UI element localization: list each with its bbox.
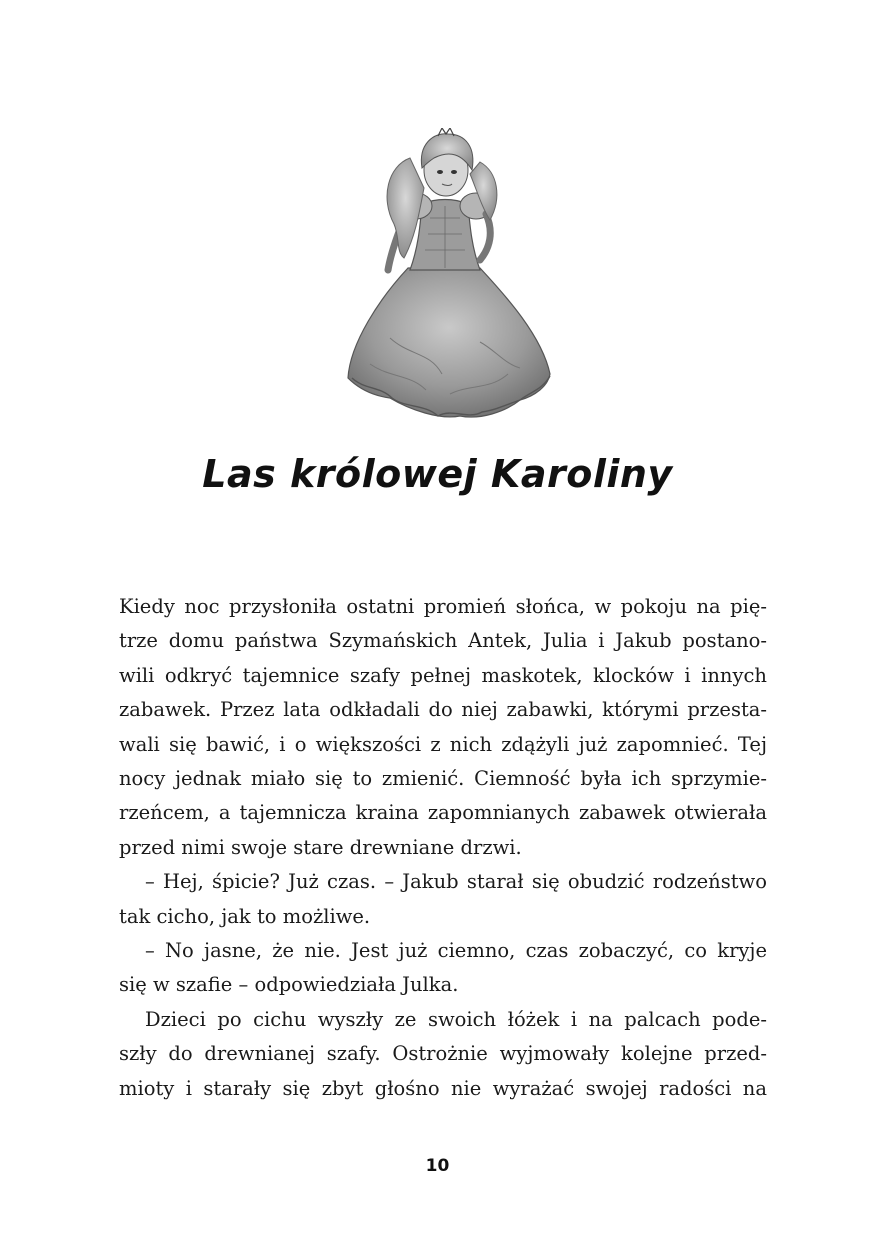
chapter-body (119, 590, 767, 1106)
chapter-title: Las królowej Karoliny (202, 452, 673, 496)
text-line: – Hej, śpicie? Już czas. – Jakub starał się obudzić rodzeństwo (145, 870, 767, 894)
text-line: nocy jednak miało się to zmienić. Ciemność była ich sprzymie- (119, 767, 767, 791)
text-line: wali się bawić, i o większości z nich zdążyli już zapomnieć. Tej (119, 732, 767, 756)
princess-illustration (330, 128, 562, 426)
text-line: zabawek. Przez lata odkładali do niej zabawki, którymi przesta- (119, 698, 767, 722)
text-line: Kiedy noc przysłoniła ostatni promień słońca, w pokoju na pię- (119, 595, 767, 618)
paragraph (119, 934, 767, 1003)
text-line: trze domu państwa Szymańskich Antek, Julia i Jakub postano- (119, 629, 767, 653)
text-line: mioty i starały się zbyt głośno nie wyrażać swojej radości na (119, 1076, 767, 1100)
text-line: – No jasne, że nie. Jest już ciemno, czas zobaczyć, co kryje (145, 939, 767, 963)
text-line: tak cicho, jak to możliwe. (119, 904, 371, 928)
paragraph (119, 590, 767, 865)
text-line: się w szafie – odpowiedziała Julka. (119, 973, 459, 997)
text-line: przed nimi swoje stare drewniane drzwi. (119, 835, 522, 859)
text-line: szły do drewnianej szafy. Ostrożnie wyjmowały kolejne przed- (119, 1042, 767, 1066)
text-line: rzeńcem, a tajemnicza kraina zapomnianych zabawek otwierała (119, 801, 767, 825)
page-number: 10 (425, 1156, 450, 1176)
text-line: Dzieci po cichu wyszły ze swoich łóżek i na palcach pode- (145, 1007, 767, 1031)
paragraph (119, 865, 767, 934)
text-line: wili odkryć tajemnice szafy pełnej maskotek, klocków i innych (119, 663, 767, 687)
princess-drawing (330, 128, 562, 426)
paragraph (119, 1003, 767, 1106)
